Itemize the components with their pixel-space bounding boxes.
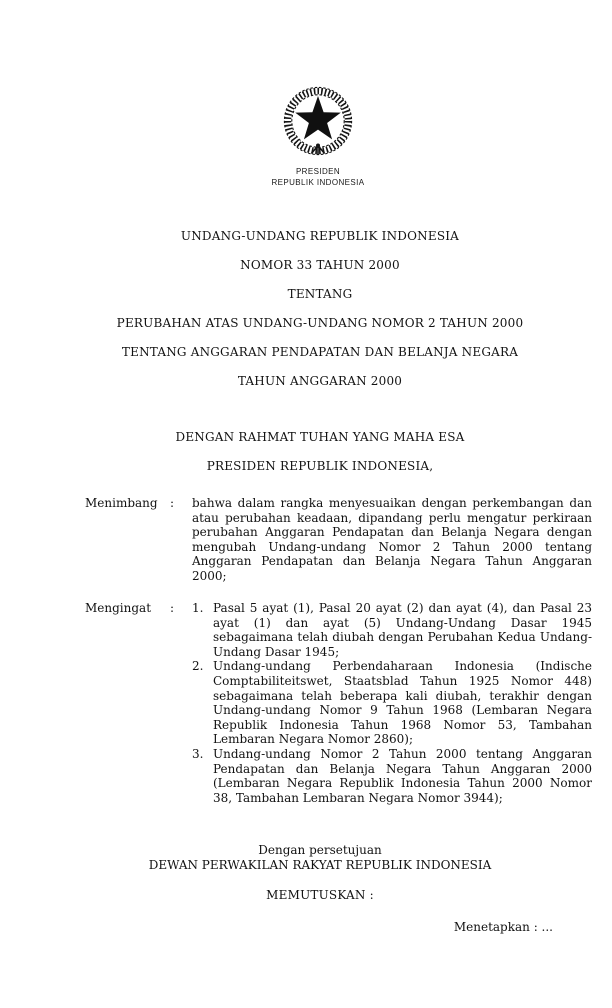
item-text: Undang-undang Nomor 2 Tahun 2000 tentang Anggaran Pendapatan dan Belanja Negara Tahun Anggaran 2000 (Lembaran Negara Republik Indonesia Tahun 2000 Nomor 38, Tambahan Lembaran Negara Nomor 3944); (213, 746, 592, 805)
approval-section (85, 843, 555, 872)
title-line-5: TENTANG ANGGARAN PENDAPATAN DAN BELANJA NEGARA (121, 345, 519, 359)
decision-line: MEMUTUSKAN : (266, 888, 374, 902)
recalling-colon: : (170, 601, 175, 615)
recalling-label: Mengingat (85, 601, 152, 615)
recalling-list (192, 601, 592, 805)
list-item (192, 747, 592, 805)
star-wreath-icon (280, 84, 356, 160)
letterhead-caption (85, 166, 551, 188)
item-number: 3. (192, 746, 204, 761)
considering-section (85, 496, 592, 584)
document-title (85, 222, 555, 396)
presidential-emblem (280, 84, 356, 160)
considering-label: Menimbang (85, 496, 158, 510)
enacting-line: Menetapkan : ... (453, 920, 553, 934)
authority-line: PRESIDEN REPUBLIK INDONESIA, (206, 459, 434, 473)
title-line-2: NOMOR 33 TAHUN 2000 (240, 258, 400, 272)
preamble (85, 423, 555, 481)
item-text: Undang-undang Perbendaharaan Indonesia (Indische Comptabiliteitswet, Staatsblad Tahun 1925 Nomor 448) sebagaimana telah beberapa kali diubah, terakhir dengan Undang-undang Nomor 9 Tahun 1968 (Lembaran Negara Republik Indonesia Tahun 1968 Nomor 53, Tambahan Lembaran Negara Nomor 2860); (213, 659, 592, 747)
considering-colon: : (170, 496, 175, 510)
title-line-1: UNDANG-UNDANG REPUBLIK INDONESIA (180, 229, 460, 243)
invocation-line: DENGAN RAHMAT TUHAN YANG MAHA ESA (175, 430, 465, 444)
considering-body: bahwa dalam rangka menyesuaikan dengan perkembangan dan atau perubahan keadaan, dipandang perlu mengatur perkiraan perubahan Anggaran Pendapatan dan Belanja Negara dengan mengubah Undang-undang Nomor 2 Tahun 2000 tentang Anggaran Pendapatan dan Belanja Negara Tahun Anggaran 2000; (192, 496, 592, 583)
approval-line-2: DEWAN PERWAKILAN RAKYAT REPUBLIK INDONESIA (148, 857, 492, 872)
recalling-section (85, 601, 592, 805)
list-item (192, 601, 592, 659)
item-number: 2. (192, 659, 204, 674)
list-item (192, 659, 592, 747)
title-line-6: TAHUN ANGGARAN 2000 (237, 374, 403, 388)
letterhead-line-presiden: PRESIDEN (295, 167, 341, 176)
title-line-4: PERUBAHAN ATAS UNDANG-UNDANG NOMOR 2 TAHUN 2000 (116, 316, 524, 330)
approval-line-1: Dengan persetujuan (258, 843, 382, 857)
letterhead-line-republik: REPUBLIK INDONESIA (271, 178, 365, 187)
title-line-3: TENTANG (287, 287, 353, 301)
item-number: 1. (192, 601, 204, 615)
item-text: Pasal 5 ayat (1), Pasal 20 ayat (2) dan ayat (4), dan Pasal 23 ayat (1) dan ayat (5) Undang-Undang Dasar 1945 sebagaimana telah diubah dengan Perubahan Kedua Undang-Undang Dasar 1945; (213, 601, 592, 659)
